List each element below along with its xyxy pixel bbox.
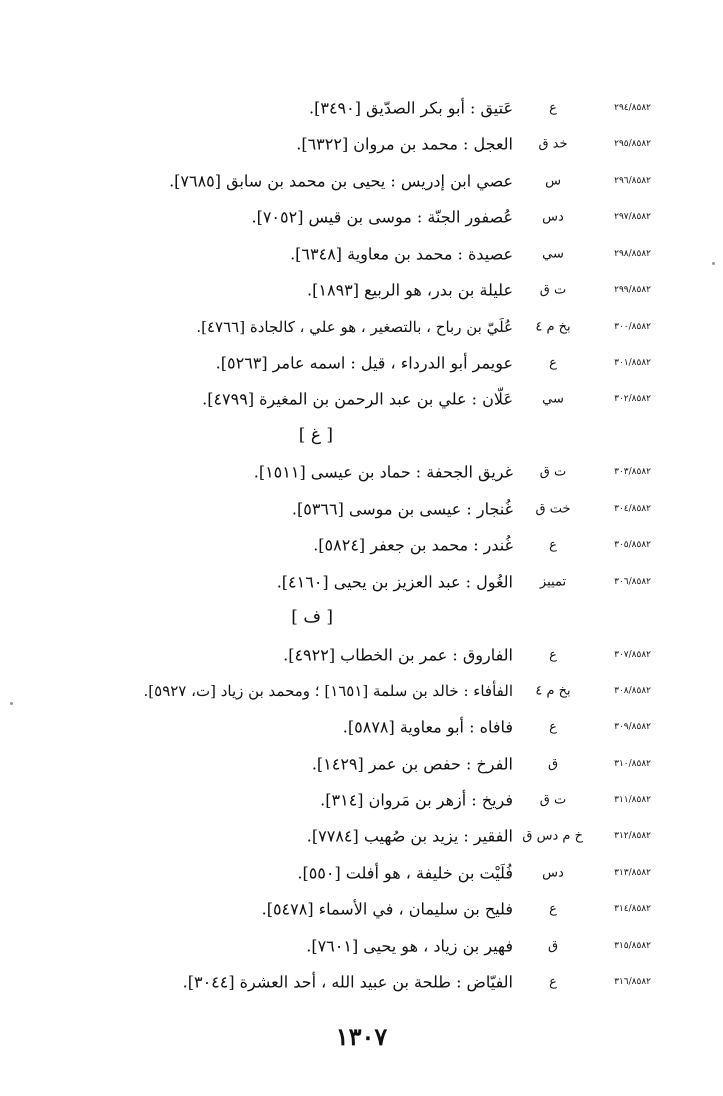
entry-code: تمييز bbox=[539, 574, 567, 590]
entry-row bbox=[0, 199, 723, 235]
entry-row bbox=[0, 746, 723, 782]
entry-text: عُلَيّ بن رباح ، بالتصغير ، هو علي ، كالجادة [٤٧٦٦]. bbox=[196, 318, 513, 336]
page-number: ١٣٠٧ bbox=[335, 1022, 388, 1051]
entry-code: بخ م ٤ bbox=[535, 319, 571, 335]
scan-speck bbox=[712, 262, 715, 265]
entry-row bbox=[0, 709, 723, 745]
entry-row bbox=[0, 891, 723, 927]
entry-text: غُندر : محمد بن جعفر [٥٨٢٤]. bbox=[313, 535, 513, 555]
entry-number: ٣١١/٨٥٨٢ bbox=[614, 795, 651, 805]
entry-code: ع bbox=[549, 974, 557, 990]
entry-text: عُصفور الجنّة : موسى بن قيس [٧٠٥٢]. bbox=[251, 207, 513, 227]
entry-code: ع bbox=[549, 355, 557, 371]
entry-row bbox=[0, 491, 723, 527]
entry-number: ٣٠٤/٨٥٨٢ bbox=[614, 504, 651, 514]
entry-number: ٣١٠/٨٥٨٢ bbox=[614, 759, 651, 769]
entry-number: ٣١٦/٨٥٨٢ bbox=[614, 977, 651, 987]
entry-row bbox=[0, 236, 723, 272]
entry-row bbox=[0, 637, 723, 673]
entry-number: ٣٠٠/٨٥٨٢ bbox=[614, 322, 651, 332]
entry-row bbox=[0, 818, 723, 854]
entry-number: ٣٠٢/٨٥٨٢ bbox=[614, 394, 651, 404]
entry-text: فريخ : أزهر بن مَروان [٣١٤]. bbox=[320, 790, 513, 810]
entry-text: الغُول : عبد العزيز بن يحيى [٤١٦٠]. bbox=[276, 572, 513, 592]
entry-text: عصيدة : محمد بن معاوية [٦٣٤٨]. bbox=[290, 244, 513, 264]
entry-number: ٢٩٧/٨٥٨٢ bbox=[614, 212, 651, 222]
entry-row bbox=[0, 90, 723, 126]
entry-row bbox=[0, 928, 723, 964]
entry-code: خد ق bbox=[538, 136, 568, 152]
entry-row bbox=[0, 272, 723, 308]
entry-row bbox=[0, 527, 723, 563]
entry-row bbox=[0, 782, 723, 818]
entry-code: سي bbox=[542, 391, 564, 407]
entry-number: ٣٠٧/٨٥٨٢ bbox=[614, 650, 651, 660]
entry-number: ٣١٢/٨٥٨٢ bbox=[614, 831, 651, 841]
entry-code: ع bbox=[549, 901, 557, 917]
entry-code: بخ م ٤ bbox=[535, 683, 571, 699]
entry-code: خ م دس ق bbox=[522, 828, 583, 844]
entry-text: غُنجار : عيسى بن موسى [٥٣٦٦]. bbox=[291, 499, 513, 519]
entry-number: ٢٩٨/٨٥٨٢ bbox=[614, 249, 651, 259]
entry-text: الفيّاض : طلحة بن عبيد الله ، أحد العشرة [٣٠٤٤]. bbox=[182, 972, 513, 992]
entry-code: ق bbox=[547, 756, 559, 772]
entry-number: ٣١٤/٨٥٨٢ bbox=[614, 904, 651, 914]
entry-row bbox=[0, 964, 723, 1000]
entry-code: ت ق bbox=[539, 282, 567, 298]
entry-number: ٢٩٥/٨٥٨٢ bbox=[614, 139, 651, 149]
entry-code: ق bbox=[547, 938, 559, 954]
entry-text: الفاروق : عمر بن الخطاب [٤٩٢٢]. bbox=[283, 645, 513, 665]
entry-code: ع bbox=[549, 100, 557, 116]
entry-text: فُلَيْت بن خليفة ، هو أفلت [٥٥٠]. bbox=[297, 863, 513, 883]
section-heading-ghain: [ غ ] bbox=[298, 425, 333, 445]
entry-number: ٣١٣/٨٥٨٢ bbox=[614, 868, 651, 878]
entry-code: س bbox=[545, 173, 561, 189]
entry-text: عَتيق : أبو بكر الصدّيق [٣٤٩٠]. bbox=[309, 98, 513, 118]
entry-number: ٣٠٨/٨٥٨٢ bbox=[614, 686, 651, 696]
entry-text: فافاه : أبو معاوية [٥٨٧٨]. bbox=[342, 717, 513, 737]
entry-number: ٣٠٩/٨٥٨٢ bbox=[614, 722, 651, 732]
entry-row bbox=[0, 855, 723, 891]
entry-number: ٣١٥/٨٥٨٢ bbox=[614, 941, 651, 951]
entry-row bbox=[0, 564, 723, 600]
entry-number: ٣٠١/٨٥٨٢ bbox=[614, 358, 651, 368]
entry-code: دس bbox=[542, 865, 564, 881]
entry-number: ٣٠٣/٨٥٨٢ bbox=[614, 467, 651, 477]
entry-row bbox=[0, 345, 723, 381]
entry-text: فهير بن زياد ، هو يحيى [٧٦٠١]. bbox=[306, 936, 513, 956]
scan-speck bbox=[10, 702, 13, 705]
entry-code: ت ق bbox=[539, 464, 567, 480]
entry-row bbox=[0, 381, 723, 417]
entry-text: عصي ابن إدريس : يحيى بن محمد بن سابق [٧٦٨٥]. bbox=[169, 171, 513, 191]
entry-text: فليح بن سليمان ، في الأسماء [٥٤٧٨]. bbox=[261, 899, 513, 919]
entry-number: ٣٠٥/٨٥٨٢ bbox=[614, 540, 651, 550]
entry-text: عليلة بن بدر، هو الربيع [١٨٩٣]. bbox=[307, 280, 513, 300]
entry-text: الفأفاء : خالد بن سلمة [١٦٥١] ؛ ومحمد بن زياد [ت، ٥٩٢٧]. bbox=[143, 682, 513, 700]
entry-text: غريق الجحفة : حماد بن عيسى [١٥١١]. bbox=[253, 462, 513, 482]
entry-code: خت ق bbox=[535, 501, 571, 517]
entry-row bbox=[0, 673, 723, 709]
entry-code: ع bbox=[549, 647, 557, 663]
entry-text: عَلّان : علي بن عبد الرحمن بن المغيرة [٤٧٩٩]. bbox=[202, 389, 513, 409]
entry-text: العجل : محمد بن مروان [٦٣٢٢]. bbox=[296, 134, 513, 154]
entry-row bbox=[0, 309, 723, 345]
entry-row bbox=[0, 163, 723, 199]
entry-text: الفقير : يزيد بن صُهيب [٧٧٨٤]. bbox=[306, 826, 513, 846]
entry-code: ع bbox=[549, 537, 557, 553]
entry-number: ٣٠٦/٨٥٨٢ bbox=[614, 577, 651, 587]
entry-number: ٢٩٤/٨٥٨٢ bbox=[614, 103, 651, 113]
entry-code: سي bbox=[542, 246, 564, 262]
entry-code: ت ق bbox=[539, 792, 567, 808]
entry-number: ٢٩٦/٨٥٨٢ bbox=[614, 176, 651, 186]
entry-row bbox=[0, 126, 723, 162]
section-heading-fa: [ ف ] bbox=[291, 607, 333, 627]
entry-text: الفرخ : حفص بن عمر [١٤٢٩]. bbox=[311, 754, 513, 774]
entry-row bbox=[0, 454, 723, 490]
entry-code: ع bbox=[549, 719, 557, 735]
entry-text: عويمر أبو الدرداء ، قيل : اسمه عامر [٥٢٦٣]. bbox=[215, 353, 513, 373]
entry-number: ٢٩٩/٨٥٨٢ bbox=[614, 285, 651, 295]
entry-code: دس bbox=[542, 209, 564, 225]
